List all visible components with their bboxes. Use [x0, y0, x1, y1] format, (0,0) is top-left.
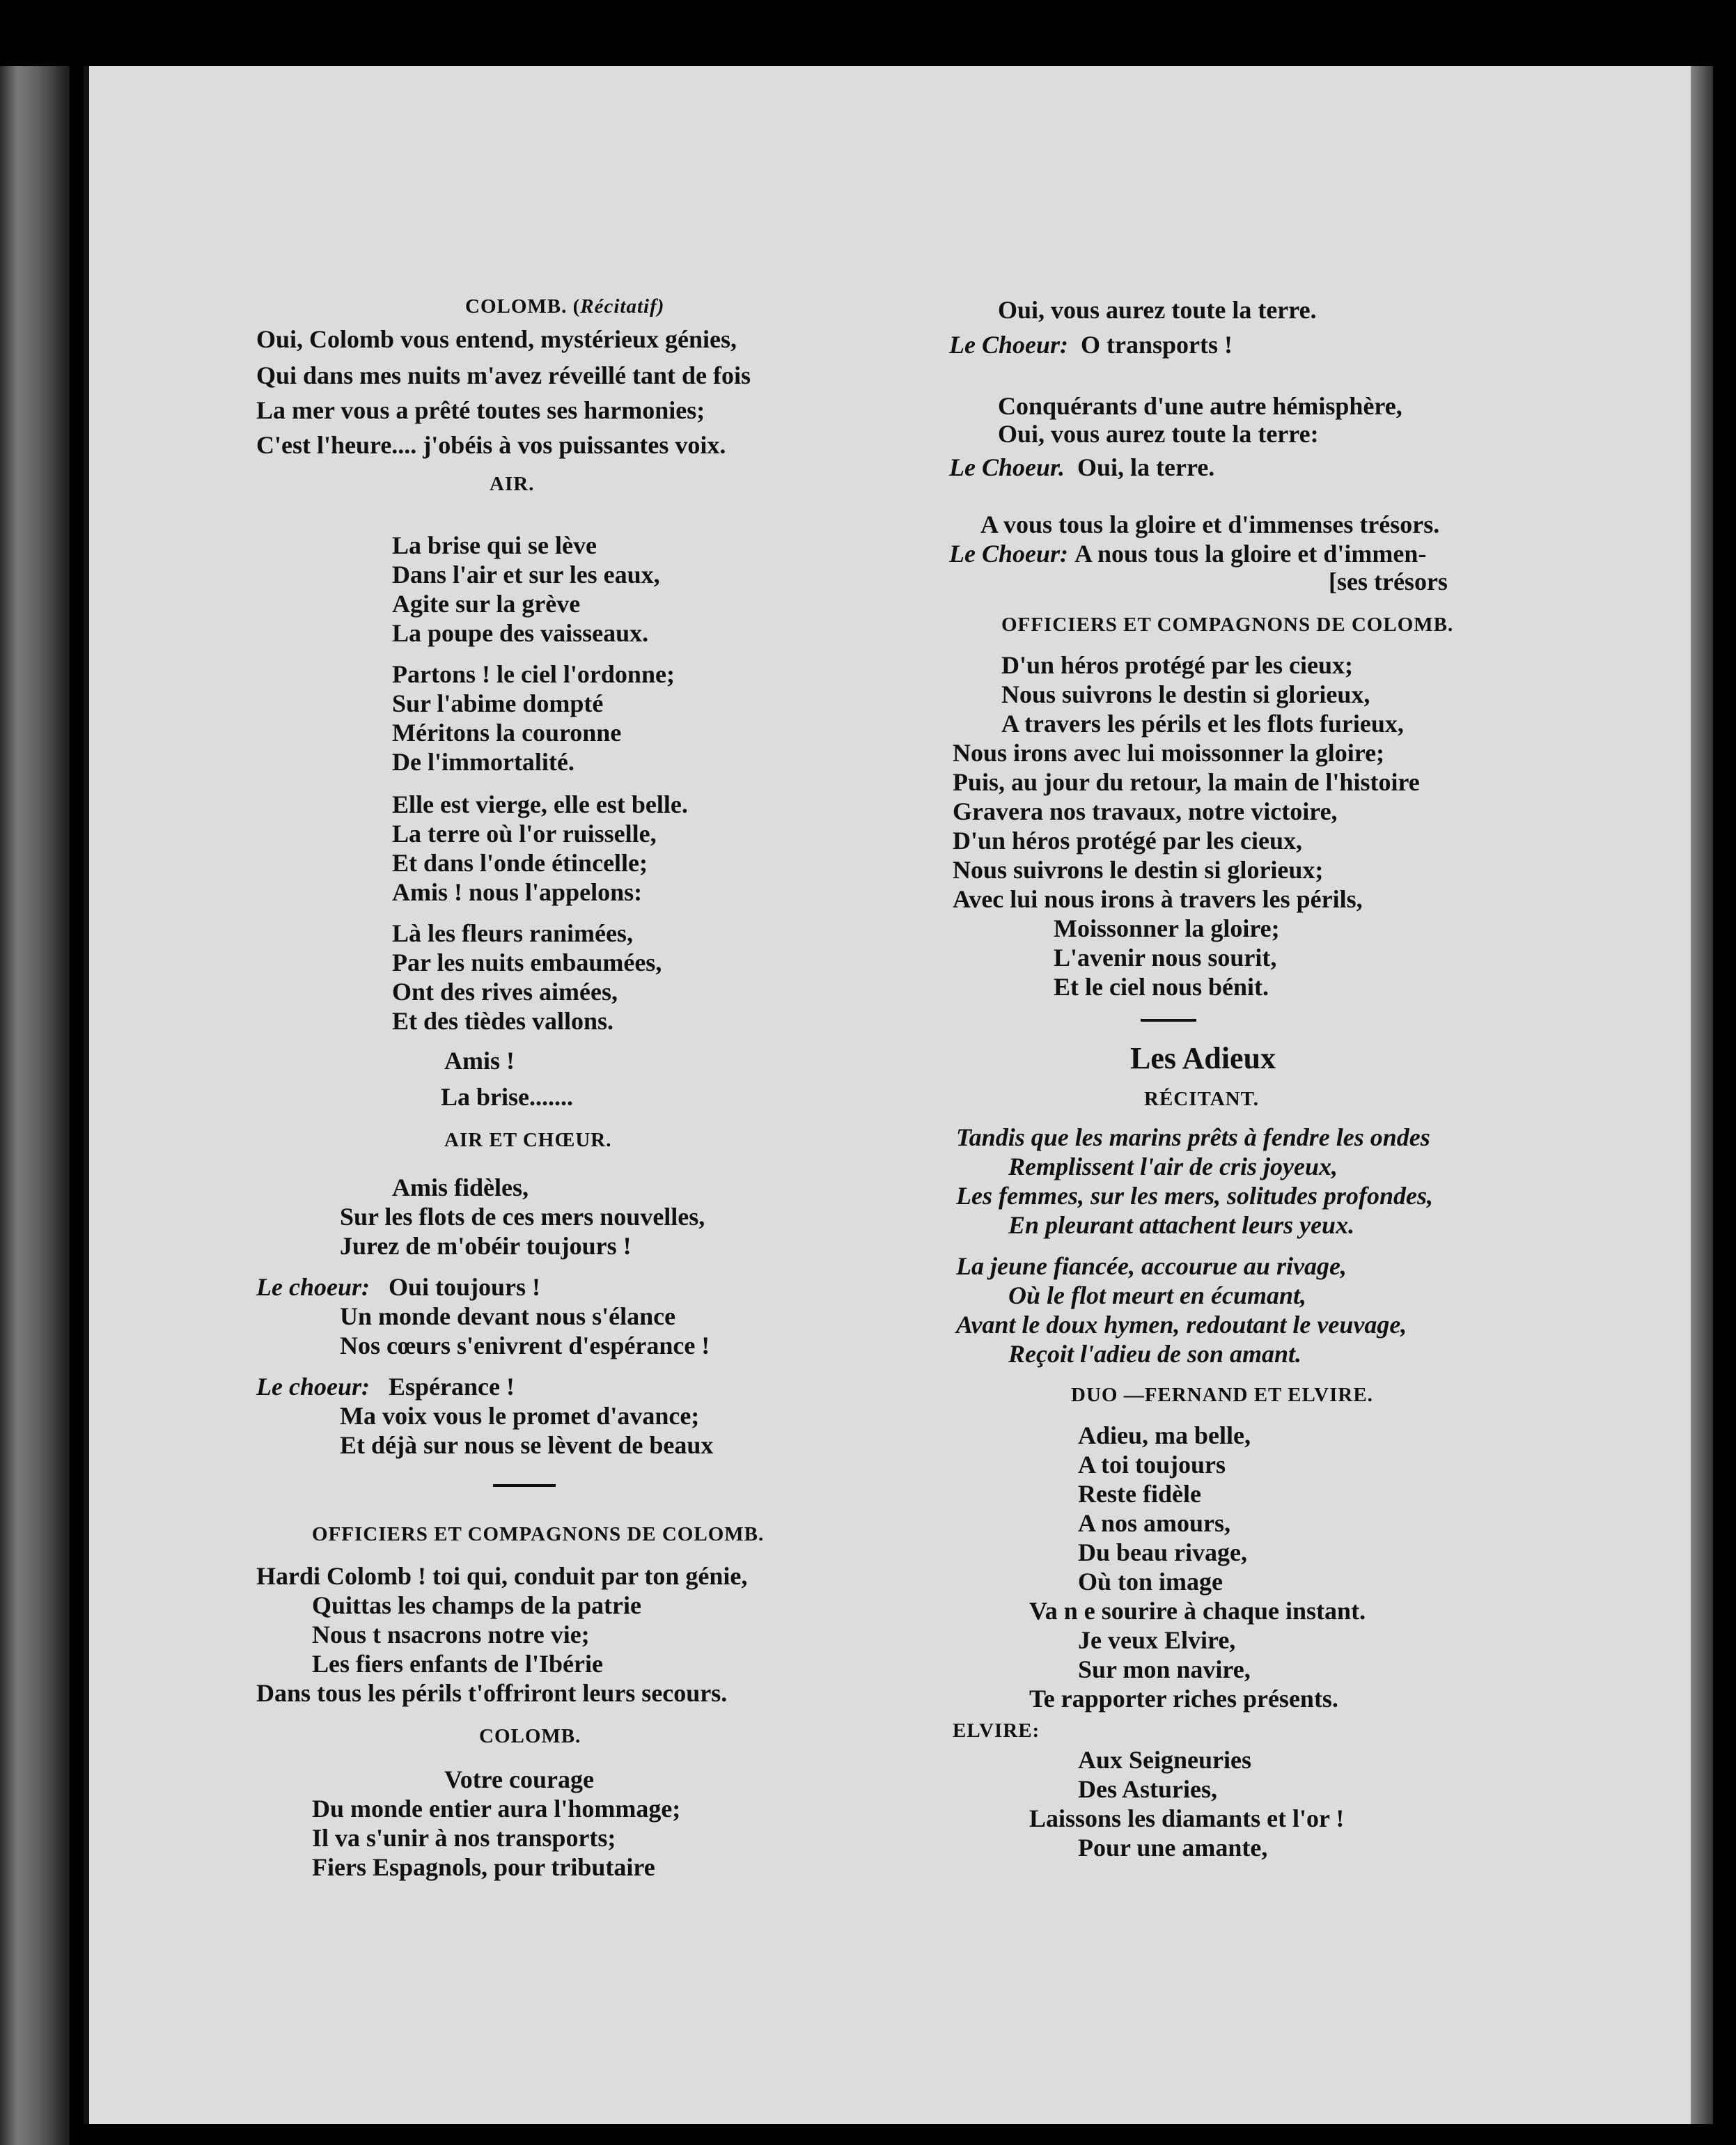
officiers-line: Hardi Colomb ! toi qui, conduit par ton génie, [256, 1562, 748, 1590]
les-adieux-title: Les Adieux [1130, 1041, 1276, 1075]
officiers-line: Moissonner la gloire; [1054, 914, 1280, 942]
colomb-recitatif-heading: COLOMB. (Récitatif) [465, 295, 665, 318]
choeur-line: Amis fidèles, [392, 1173, 529, 1201]
choeur-response: Le choeur: Oui toujours ! [256, 1273, 540, 1301]
stanza-line: La terre où l'or ruisselle, [392, 820, 657, 848]
la-brise-line: La brise....... [441, 1083, 574, 1111]
choeur-response: Le Choeur: O transports ! [949, 331, 1233, 359]
officiers-line: Avec lui nous irons à travers les périls, [953, 885, 1363, 913]
colomb-line: Il va s'unir à nos transports; [312, 1824, 616, 1852]
stanza-line: De l'immortalité. [392, 748, 574, 776]
recitant-heading: RÉCITANT. [1144, 1088, 1260, 1110]
officiers-line: Quittas les champs de la patrie [312, 1591, 641, 1619]
stanza-line: La poupe des vaisseaux. [392, 619, 649, 647]
stanza-line: La brise qui se lève [392, 531, 597, 559]
recitant-line: Remplissent l'air de cris joyeux, [1008, 1153, 1338, 1180]
choeur-response: Le Choeur: A nous tous la gloire et d'immen- [949, 540, 1427, 568]
choeur-response: Le Choeur. Oui, la terre. [949, 453, 1215, 481]
duo-line: Du beau rivage, [1078, 1538, 1247, 1566]
colomb-line: Du monde entier aura l'hommage; [312, 1795, 681, 1823]
recitant-line: Tandis que les marins prêts à fendre les ondes [956, 1123, 1430, 1151]
officiers-line: Nous suivrons le destin si glorieux; [953, 856, 1324, 884]
officiers-line: Nous irons avec lui moissonner la gloire; [953, 739, 1385, 767]
colomb-line: Votre courage [444, 1765, 594, 1793]
officiers-line: Puis, au jour du retour, la main de l'histoire [953, 768, 1420, 796]
stanza-line: Elle est vierge, elle est belle. [392, 790, 688, 818]
stanza-line: Sur l'abime dompté [392, 689, 604, 717]
section-divider [493, 1484, 556, 1487]
officiers-heading: OFFICIERS ET COMPAGNONS DE COLOMB. [312, 1523, 765, 1545]
officiers-line: L'avenir nous sourit, [1054, 944, 1277, 972]
amis-line: Amis ! [444, 1047, 515, 1075]
stanza-line: Agite sur la grève [392, 590, 581, 618]
verse-line: A vous tous la gloire et d'immenses trésors. [980, 510, 1440, 538]
officiers-line: D'un héros protégé par les cieux; [1001, 651, 1353, 679]
speaker-label: Le choeur: [256, 1373, 370, 1401]
air-heading: AIR. [490, 473, 535, 495]
stanza-line: Par les nuits embaumées, [392, 949, 662, 976]
officiers-line: Et le ciel nous bénit. [1054, 973, 1269, 1001]
officiers-line: Les fiers enfants de l'Ibérie [312, 1650, 603, 1678]
choeur-line: Jurez de m'obéir toujours ! [340, 1232, 632, 1260]
colomb-line: Fiers Espagnols, pour tributaire [312, 1853, 655, 1881]
stanza-line: Et des tièdes vallons. [392, 1007, 614, 1035]
air-et-choeur-heading: AIR ET CHŒUR. [444, 1129, 612, 1151]
choeur-line: Ma voix vous le promet d'avance; [340, 1402, 700, 1430]
choeur-response: Le choeur: Espérance ! [256, 1373, 515, 1401]
duo-line: Où ton image [1078, 1568, 1223, 1596]
choeur-line: Et déjà sur nous se lèvent de beaux [340, 1431, 714, 1459]
recitant-line: Où le flot meurt en écumant, [1008, 1281, 1307, 1309]
choeur-line: Nos cœurs s'enivrent d'espérance ! [340, 1332, 710, 1359]
duo-heading: DUO —FERNAND ET ELVIRE. [1071, 1384, 1373, 1406]
speaker-label: Le Choeur: [949, 540, 1068, 568]
recitant-line: En pleurant attachent leurs yeux. [1008, 1211, 1355, 1239]
speaker-label: Le Choeur: [949, 331, 1068, 359]
elvire-line: Laissons les diamants et l'or ! [1029, 1804, 1345, 1832]
duo-line: A nos amours, [1078, 1509, 1231, 1537]
recitant-line: Les femmes, sur les mers, solitudes profondes, [956, 1182, 1434, 1210]
officiers-line: Dans tous les périls t'offriront leurs secours. [256, 1679, 728, 1707]
stanza-line: Amis ! nous l'appelons: [392, 878, 643, 906]
speaker-label: Le Choeur. [949, 453, 1065, 481]
officiers-line: D'un héros protégé par les cieux, [953, 827, 1302, 855]
duo-line: Va n e sourire à chaque instant. [1029, 1597, 1366, 1625]
recit-line: C'est l'heure.... j'obéis à vos puissantes voix. [256, 431, 726, 459]
scanned-page [84, 66, 1691, 2124]
recit-line: La mer vous a prêté toutes ses harmonies; [256, 396, 705, 424]
officiers-line: Nous suivrons le destin si glorieux, [1001, 680, 1370, 708]
verse-line: Oui, vous aurez toute la terre. [998, 296, 1317, 324]
officiers-line: Nous t nsacrons notre vie; [312, 1621, 590, 1648]
recitant-line: La jeune fiancée, accourue au rivage, [956, 1252, 1347, 1280]
elvire-line: Pour une amante, [1078, 1834, 1268, 1862]
officiers-heading: OFFICIERS ET COMPAGNONS DE COLOMB. [1001, 614, 1454, 636]
recit-line: Qui dans mes nuits m'avez réveillé tant de fois [256, 361, 751, 389]
recit-line: Oui, Colomb vous entend, mystérieux génies, [256, 325, 737, 353]
elvire-line: Aux Seigneuries [1078, 1746, 1252, 1774]
elvire-speaker: ELVIRE: [953, 1719, 1040, 1742]
recitant-line: Avant le doux hymen, redoutant le veuvage, [956, 1311, 1407, 1339]
stanza-line: Là les fleurs ranimées, [392, 919, 633, 947]
stanza-line: Méritons la couronne [392, 719, 622, 747]
choeur-line: Sur les flots de ces mers nouvelles, [340, 1203, 705, 1231]
verse-line: Conquérants d'une autre hémisphère, [998, 392, 1402, 420]
duo-line: Te rapporter riches présents. [1029, 1685, 1338, 1713]
verse-line: [ses trésors [1329, 568, 1448, 595]
duo-line: Reste fidèle [1078, 1480, 1201, 1508]
officiers-line: Gravera nos travaux, notre victoire, [953, 797, 1338, 825]
duo-line: Je veux Elvire, [1078, 1626, 1236, 1654]
section-divider [1141, 1019, 1196, 1022]
elvire-line: Des Asturies, [1078, 1775, 1217, 1803]
colomb-heading: COLOMB. [479, 1725, 581, 1747]
stanza-line: Dans l'air et sur les eaux, [392, 561, 660, 588]
stanza-line: Et dans l'onde étincelle; [392, 849, 648, 877]
verse-line: Oui, vous aurez toute la terre: [998, 420, 1319, 448]
duo-line: A toi toujours [1078, 1451, 1226, 1479]
duo-line: Adieu, ma belle, [1078, 1421, 1251, 1449]
duo-line: Sur mon navire, [1078, 1655, 1251, 1683]
officiers-line: A travers les périls et les flots furieux, [1001, 710, 1404, 738]
stanza-line: Partons ! le ciel l'ordonne; [392, 660, 675, 688]
stanza-line: Ont des rives aimées, [392, 978, 618, 1006]
choeur-line: Un monde devant nous s'élance [340, 1302, 676, 1330]
recitant-line: Reçoit l'adieu de son amant. [1008, 1340, 1302, 1368]
speaker-label: Le choeur: [256, 1273, 370, 1301]
book-spine-edge [0, 66, 70, 2145]
